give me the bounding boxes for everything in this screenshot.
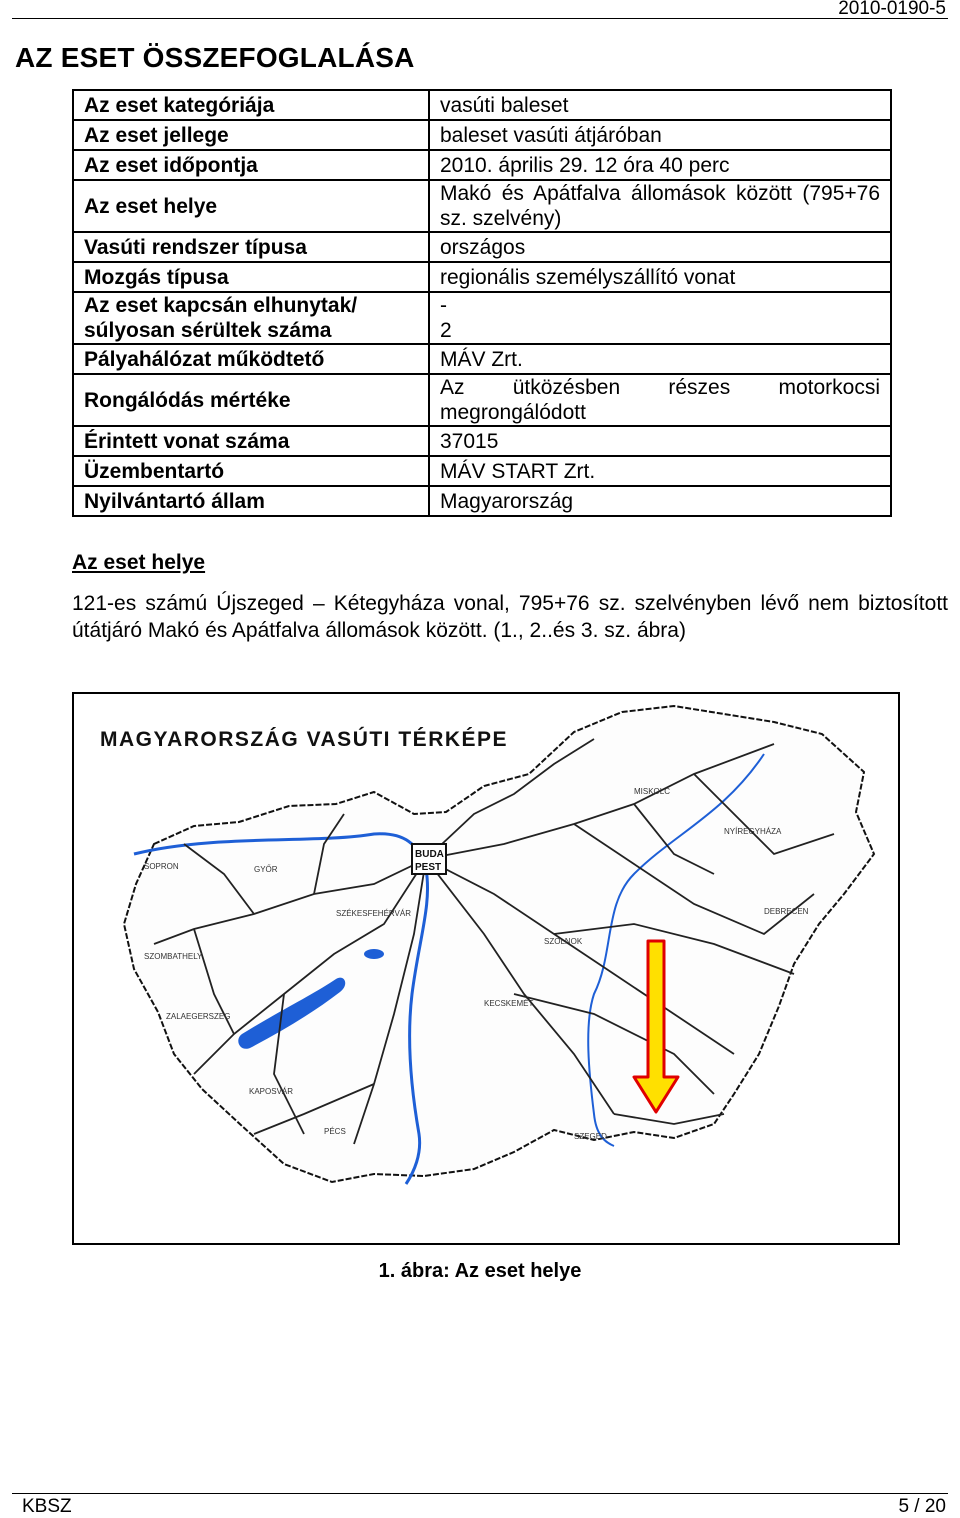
field-value: baleset vasúti átjáróban xyxy=(429,120,891,150)
table-row xyxy=(73,456,891,486)
field-label-line: Az eset kapcsán elhunytak/ xyxy=(84,294,358,317)
railway-map xyxy=(74,694,898,1243)
section-heading: Az eset helye xyxy=(72,551,206,574)
table-row xyxy=(73,426,891,456)
city-label: NYÍREGYHÁZA xyxy=(724,827,782,836)
city-label: SZOLNOK xyxy=(544,937,583,946)
page-title: AZ ESET ÖSSZEFOGLALÁSA xyxy=(15,42,415,73)
field-value: 37015 xyxy=(429,426,891,456)
map-title: MAGYARORSZÁG VASÚTI TÉRKÉPE xyxy=(100,728,509,751)
table-row xyxy=(73,150,891,180)
field-label: Az eset időpontja xyxy=(73,150,429,180)
city-label: SZOMBATHELY xyxy=(144,952,203,961)
city-label: SZEGED xyxy=(574,1132,607,1141)
header-rule xyxy=(12,18,948,19)
field-value: MÁV START Zrt. xyxy=(429,456,891,486)
city-label: SOPRON xyxy=(144,862,179,871)
field-value-line: 2 xyxy=(440,319,452,342)
table-row xyxy=(73,486,891,516)
field-value: Makó és Apátfalva állomások között (795+76 sz. szelvény) xyxy=(429,180,891,232)
table-row xyxy=(73,262,891,292)
field-value-line: - xyxy=(440,294,447,317)
section-body: 121-es számú Újszeged – Kétegyháza vonal, 795+76 sz. szelvényben lévő nem biztosított útátjáró Makó és Apátfalva állomások között. (1., 2..és 3. sz. ábra) xyxy=(72,592,948,642)
field-label: Az eset kategóriája xyxy=(73,90,429,120)
field-label: Nyilvántartó állam xyxy=(73,486,429,516)
field-value: regionális személyszállító vonat xyxy=(429,262,891,292)
page-number: 5 / 20 xyxy=(898,1496,946,1517)
field-label: Mozgás típusa xyxy=(73,262,429,292)
field-value: 2010. április 29. 12 óra 40 perc xyxy=(429,150,891,180)
table-row xyxy=(73,344,891,374)
capital-label: BUDA xyxy=(415,849,444,860)
city-label: SZÉKESFEHÉRVÁR xyxy=(336,909,411,918)
railway-map-figure xyxy=(72,692,900,1245)
field-value xyxy=(429,292,891,344)
field-label: Az eset jellege xyxy=(73,120,429,150)
table-row xyxy=(73,374,891,426)
table-row xyxy=(73,120,891,150)
city-label: ZALAEGERSZEG xyxy=(166,1012,231,1021)
field-value: MÁV Zrt. xyxy=(429,344,891,374)
field-label: Üzembentartó xyxy=(73,456,429,486)
field-label: Érintett vonat száma xyxy=(73,426,429,456)
city-label: MISKOLC xyxy=(634,787,671,796)
city-label: GYŐR xyxy=(254,865,278,874)
city-label: PÉCS xyxy=(324,1127,346,1136)
field-label: Rongálódás mértéke xyxy=(73,374,429,426)
field-value: Magyarország xyxy=(429,486,891,516)
lake-velence xyxy=(364,949,384,959)
field-value: Az ütközésben részes motorkocsi megrongálódott xyxy=(429,374,891,426)
field-label xyxy=(73,292,429,344)
field-label-line: súlyosan sérültek száma xyxy=(84,319,332,342)
case-summary-table xyxy=(72,89,892,517)
document-id: 2010-0190-5 xyxy=(838,0,946,19)
city-label: KECSKEMÉT xyxy=(484,999,534,1008)
footer-rule xyxy=(12,1493,948,1494)
field-value: vasúti baleset xyxy=(429,90,891,120)
footer-organization: KBSZ xyxy=(22,1496,72,1517)
figure-caption: 1. ábra: Az eset helye xyxy=(378,1260,582,1282)
field-label: Az eset helye xyxy=(73,180,429,232)
country-border xyxy=(124,706,874,1182)
table-row xyxy=(73,90,891,120)
table-row xyxy=(73,292,891,344)
city-label: KAPOSVÁR xyxy=(249,1087,294,1096)
capital-label: PEST xyxy=(415,862,442,873)
city-label: DEBRECEN xyxy=(764,907,809,916)
table-row xyxy=(73,180,891,232)
table-row xyxy=(73,232,891,262)
field-label: Vasúti rendszer típusa xyxy=(73,232,429,262)
field-value: országos xyxy=(429,232,891,262)
field-label: Pályahálózat működtető xyxy=(73,344,429,374)
